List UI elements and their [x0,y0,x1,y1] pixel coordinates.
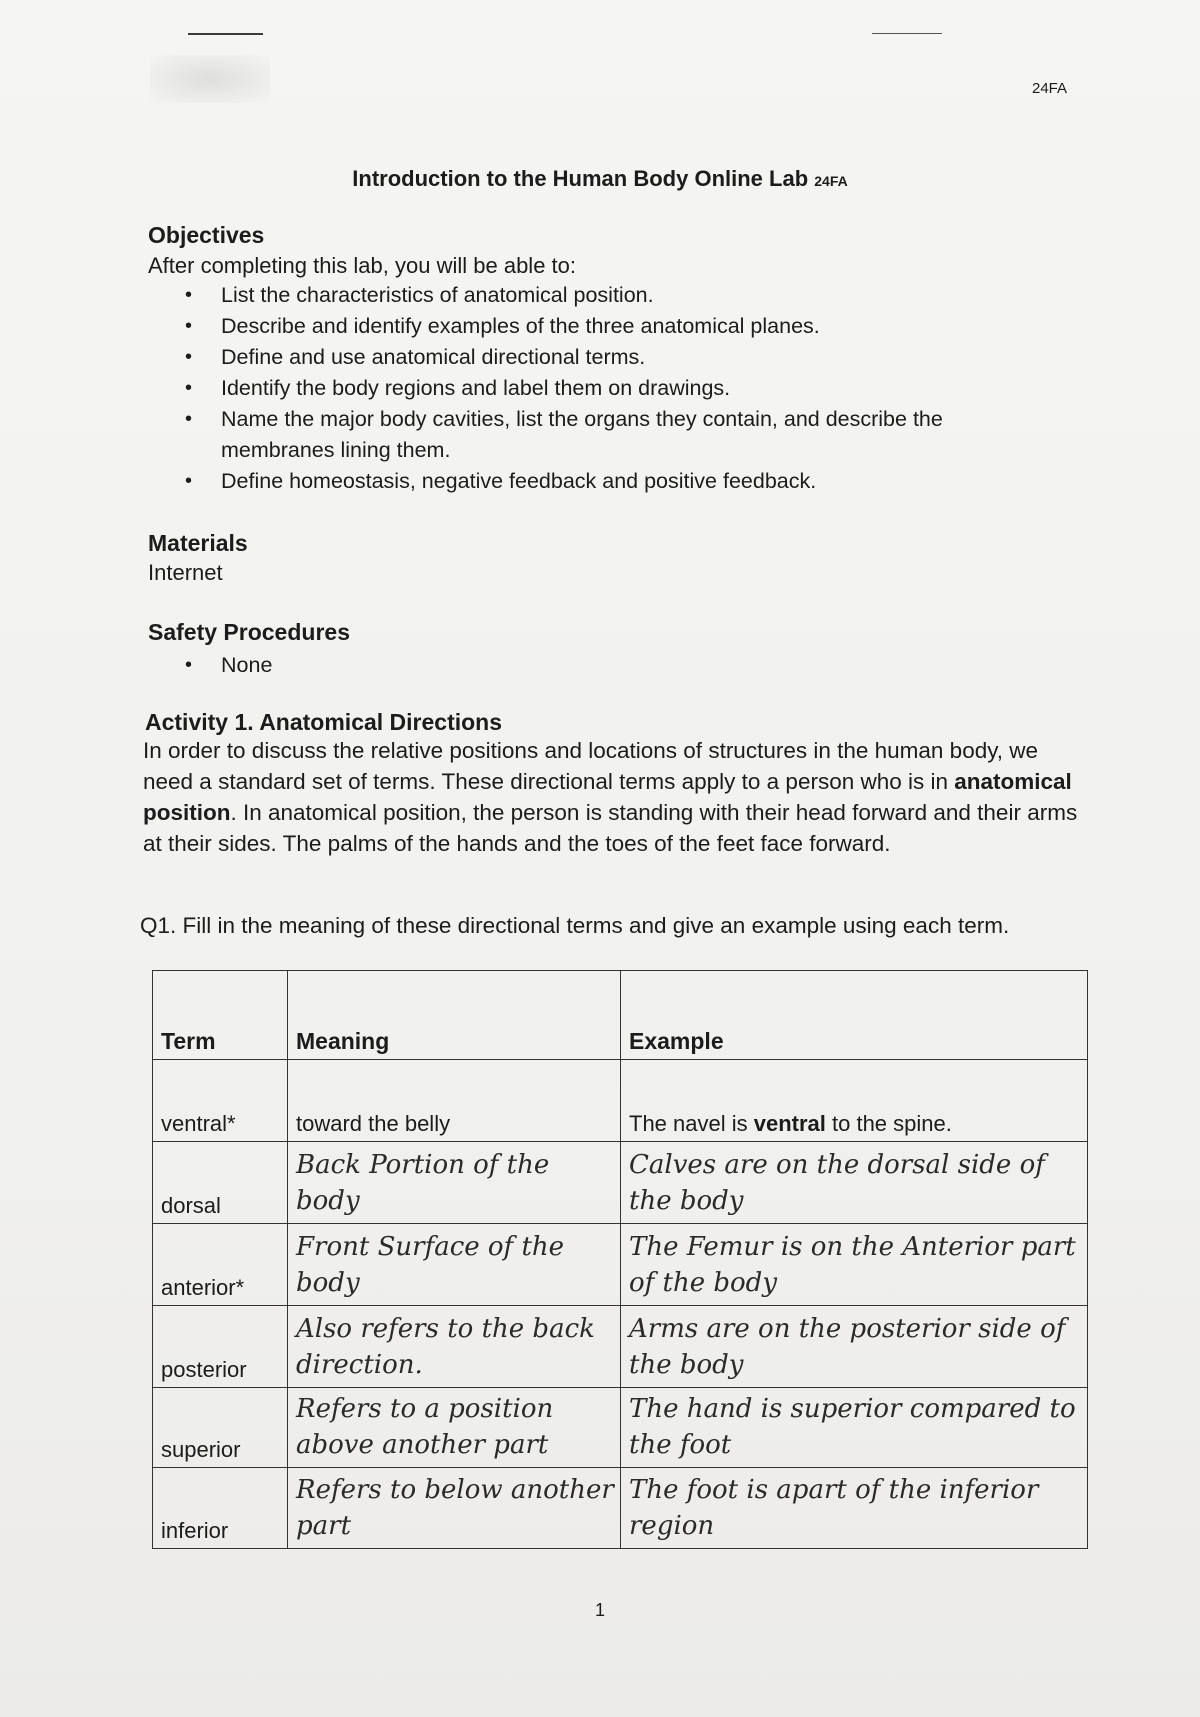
table-row [153,1224,1088,1306]
table-row [153,1388,1088,1468]
term-cell: dorsal [153,1142,288,1224]
objective-item: • Name the major body cavities, list the organs they contain, and describe the membranes lining them. [175,404,1055,466]
page-number: 1 [594,1600,605,1620]
scan-smudge [150,55,270,103]
objectives-list [175,280,1055,497]
objective-item: • Describe and identify examples of the three anatomical planes. [175,311,1055,342]
objective-item: • Identify the body regions and label them on drawings. [175,373,1055,404]
top-rule-left [188,33,263,35]
objectives-intro: After completing this lab, you will be able to: [148,253,577,278]
term-cell: superior [153,1388,288,1468]
paragraph-text: . In anatomical position, the person is standing with their head forward and their arms at their sides. The palms of the hands and the toes of the feet face forward. [143,800,1078,856]
example-input[interactable]: The Femur is on the Anterior part of the body [621,1224,1088,1306]
header-term: Term [153,971,288,1060]
safety-heading: Safety Procedures [148,619,350,645]
table-row [153,1468,1088,1549]
example-input[interactable]: The hand is superior compared to the foot [621,1388,1088,1468]
safety-list [175,650,1055,681]
term-cell: anterior* [153,1224,288,1306]
objectives-heading: Objectives [148,222,265,248]
table-row [153,1142,1088,1224]
table-header-row [153,971,1088,1060]
term-cell: ventral* [153,1060,288,1142]
term-cell: inferior [153,1468,288,1549]
meaning-input[interactable]: Front Surface of the body [288,1224,621,1306]
meaning-input[interactable]: Refers to below another part [288,1468,621,1549]
objective-item: • List the characteristics of anatomical position. [175,280,1055,311]
table-row [153,1306,1088,1388]
meaning-cell: toward the belly [288,1060,621,1142]
objective-item: • Define homeostasis, negative feedback and positive feedback. [175,466,1055,497]
top-rule-right [872,33,942,34]
question-1: Q1. Fill in the meaning of these directional terms and give an example using each term. [140,913,1010,938]
example-input[interactable]: Arms are on the posterior side of the body [621,1306,1088,1388]
header-meaning: Meaning [288,971,621,1060]
meaning-input[interactable]: Refers to a position above another part [288,1388,621,1468]
example-text: The navel is [629,1111,754,1136]
example-text: to the spine. [825,1111,952,1136]
example-input[interactable]: The foot is apart of the inferior region [621,1468,1088,1549]
materials-text: Internet [148,560,223,585]
paragraph-text: In order to discuss the relative positions and locations of structures in the human body, we need a standard set of terms. These directional terms apply to a person who is in [143,738,1039,794]
example-input[interactable]: Calves are on the dorsal side of the body [621,1142,1088,1224]
term-cell: posterior [153,1306,288,1388]
header-code: 24FA [1032,80,1068,97]
meaning-input[interactable]: Back Portion of the body [288,1142,621,1224]
example-bold-term: ventral [753,1111,826,1136]
objective-item: • Define and use anatomical directional terms. [175,342,1055,373]
paragraph-bold-term: anatomical position [143,769,1072,825]
page-title [0,166,1200,192]
activity1-heading: Activity 1. Anatomical Directions [145,709,503,735]
header-example: Example [621,971,1088,1060]
safety-item: • None [175,650,1055,681]
materials-heading: Materials [148,530,248,556]
title-text: Introduction to the Human Body Online Lab [352,166,809,191]
meaning-input[interactable]: Also refers to the back direction. [288,1306,621,1388]
title-suffix: 24FA [814,173,848,189]
example-cell [621,1060,1088,1142]
table-row [153,1060,1088,1142]
activity1-paragraph [143,735,1083,859]
directional-terms-table [152,970,1088,1549]
